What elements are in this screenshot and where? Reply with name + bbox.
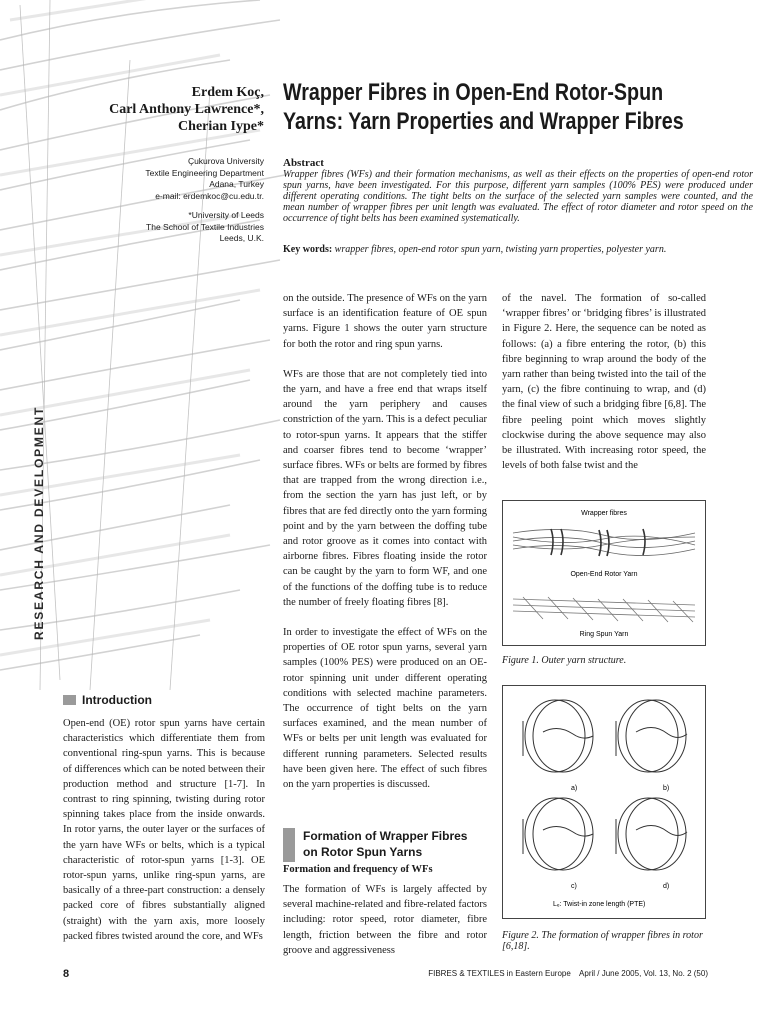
- figure-2-caption: Figure 2. The formation of wrapper fibres in rotor [6,18].: [502, 930, 703, 952]
- column-3-text: [502, 291, 706, 473]
- title-line: Wrapper Fibres in Open-End Rotor-Spun: [283, 79, 664, 106]
- keywords-label: Key words:: [283, 244, 333, 255]
- figure-label: b): [663, 785, 670, 792]
- figure-label: d): [663, 883, 670, 890]
- subheading: Formation and frequency of WFs: [283, 864, 433, 875]
- title-line: Yarns: Yarn Properties and Wrapper Fibres: [283, 108, 684, 135]
- keywords: [283, 244, 753, 256]
- author-list: [109, 84, 264, 135]
- figure-label: c): [571, 883, 577, 890]
- figure-label: Open-End Rotor Yarn: [570, 571, 638, 578]
- affiliation-line: Adana, Turkey: [209, 179, 264, 189]
- journal-issue-date: April / June 2005, Vol. 13, No. 2 (50): [579, 969, 708, 978]
- author-name: Cherian Iype*: [178, 119, 264, 134]
- figure-label: Wrapper fibres: [581, 510, 627, 517]
- section-marker-icon: [283, 828, 295, 862]
- affiliation-line: The School of Textile Industries: [146, 221, 264, 232]
- paragraph: of the navel. The formation of so-called ‘wrapper fibres’ or ‘bridging fibres’ is illustrated in Figure 2. Here, the sequence can be noted as follows: (a) a fibre entering the rotor, (b) this fibre beginning to wrap around the body of the yarn rather than being twisted into the tail of the yarn, (c) the fibre continuing to wrap, and (d) the final view of such a bridging fibre [6,8]. The fibre peeling point which moves slightly clockwise during the above sequence may also be illustrated. With increasing rotor speed, the levels of both false twist and the: [502, 293, 706, 472]
- figure-2: [502, 685, 706, 919]
- formation-heading-line: on Rotor Spun Yarns: [303, 845, 423, 859]
- figure-label: Ring Spun Yarn: [579, 631, 629, 638]
- abstract: [283, 157, 753, 224]
- column-2-text: [283, 291, 487, 792]
- section-side-label: RESEARCH AND DEVELOPMENT: [32, 405, 46, 640]
- affiliation-line: Çukurova University: [187, 156, 264, 166]
- author-name: Carl Anthony Lawrence*,: [109, 102, 264, 117]
- figure-1: [502, 500, 706, 646]
- paper-title: [283, 78, 742, 136]
- column-2-continued-text: [283, 882, 487, 958]
- paragraph: on the outside. The presence of WFs on the yarn surface is an identification feature of OE spun yarns. Figure 1 shows the outer yarn structure for both the rotor and ring spun yarns.: [283, 293, 487, 350]
- affiliation-line: *University of Leeds: [188, 210, 264, 220]
- journal-name: FIBRES & TEXTILES in Eastern Europe: [428, 969, 571, 978]
- affiliation-line: Textile Engineering Department: [145, 167, 264, 178]
- page-number: 8: [63, 968, 70, 980]
- affiliation-line: Leeds, U.K.: [219, 233, 264, 243]
- journal-footer: [428, 969, 708, 978]
- author-name: Erdem Koç,: [191, 85, 264, 100]
- paragraph: WFs are those that are not completely tied into the yarn, and have a free end that wraps itself around the yarn periphery and causes constriction of the yarn. This is a defect peculiar to rotor-spun yarns. It appears that the stiffer and coarser fibres tend to become ‘wrapper’ surface fibres. WFs or belts are formed by fibres that are trapped from the wrong direction i.e., from the section the yarn has just left, or by fibres that are fed directly onto the yarn forming point and by the yarn between the doffing tube and rotor groove as it comes into contact with airborne fibres. Fibres floating inside the rotor can be caught by the yarn to form WF, and one of the functions of the doffing tube is to reduce the number of freely floating fibres [8].: [283, 368, 487, 608]
- figure-1-caption: Figure 1. Outer yarn structure.: [502, 655, 627, 666]
- abstract-text: Wrapper fibres (WFs) and their formation mechanisms, as well as their effects on the properties of open-end rotor spun yarns, have been investigated. For this purpose, different yarn samples (100% PES) were produced under different operating conditions. The tight belts on the surface of the selected yarn samples were counted, and the mean number of wrapper fibres per unit length was evaluated. The effect of rotor diameter and rotor speed on the occurrence of tight belts has been examined systematically.: [283, 169, 753, 224]
- yarn-structure-drawing: [503, 501, 705, 645]
- section-marker-icon: [63, 695, 76, 705]
- figure-legend: Lₑ: Twist-in zone length (PTE): [553, 901, 646, 908]
- paragraph: In order to investigate the effect of WFs on the properties of OE rotor spun yarns, several yarn samples (100% PES) were produced on an OE-rotor spinning unit under different operating conditions with selected machine parameters. The occurrence of tight belts on the yarn surfaces examined, and the mean number of WFs or belts per unit length was evaluated for different running parameters. Selected results have been given here. The effect of such fibres on the yarn properties is discussed.: [283, 627, 487, 791]
- figure-label: a): [571, 785, 578, 792]
- formation-heading: [283, 828, 467, 862]
- paragraph: Open-end (OE) rotor spun yarns have certain characteristics which differentiate them from conventional ring-spun yarns. This is because of differences which can be noted between their production method and structure [1-7]. In contrast to ring spinning, twisting during rotor spinning takes place from the inside onwards. In rotor yarns, the outer layer or the surfaces of the yarn have WFs or belts, which is a typical characteristic of rotor-spun yarns [1-3]. OE rotor-spun yarns, unlike ring-spun yarns, are basically of a three-part construction: a densely packed core of fibres substantially aligned (straight) with the yarn axis, more loosely packed fibres twisted around the core, and WFs: [63, 718, 265, 942]
- column-1-text: [63, 716, 265, 944]
- affiliation-email: e-mail: erdemkoc@cu.edu.tr.: [155, 190, 264, 201]
- paragraph: The formation of WFs is largely affected by several machine-related and fibre-related factors including: rotor speed, rotor diameter, fibre length, friction between the fibre and rotor groove and aggressiveness: [283, 884, 487, 956]
- abstract-heading: Abstract: [283, 157, 324, 169]
- introduction-heading: [63, 692, 152, 708]
- keywords-text: wrapper fibres, open-end rotor spun yarn, twisting yarn properties, polyester yarn.: [334, 244, 667, 255]
- formation-heading-line: Formation of Wrapper Fibres: [303, 829, 468, 843]
- introduction-heading-text: Introduction: [82, 693, 152, 707]
- wrapper-formation-drawing: [503, 686, 705, 918]
- affiliations: [145, 156, 264, 245]
